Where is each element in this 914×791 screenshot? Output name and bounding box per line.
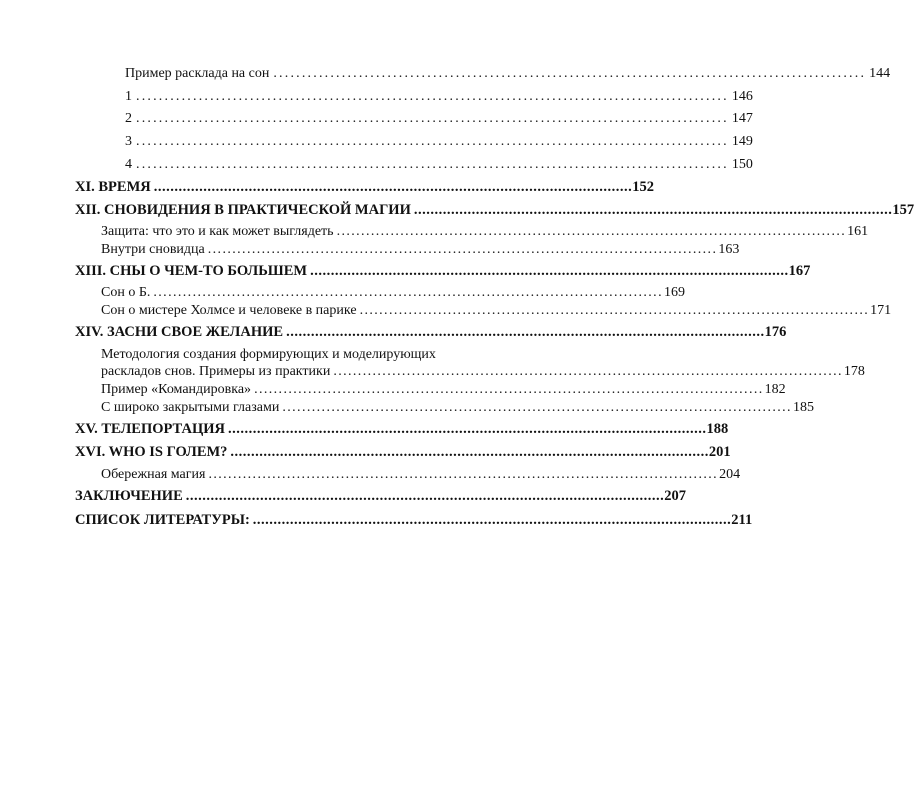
dot-leader: ........................................................................................................ xyxy=(136,134,729,149)
toc-chapter xyxy=(75,202,914,219)
toc-chapter-title: XII. СНОВИДЕНИЯ В ПРАКТИЧЕСКОЙ МАГИИ xyxy=(75,202,411,218)
toc-entry xyxy=(101,284,685,301)
toc-entry-page: 169 xyxy=(663,285,685,300)
dot-leader: ........................................................................................................ xyxy=(208,467,719,482)
dot-leader: .................................................................................................................... xyxy=(413,202,893,218)
dot-leader: .................................................................................................................... xyxy=(185,488,665,504)
dot-leader: ........................................................................................................ xyxy=(207,242,718,257)
toc-entry-title: 2 xyxy=(125,111,132,126)
dot-leader: ........................................................................................................ xyxy=(282,400,792,415)
dot-leader: ........................................................................................................ xyxy=(359,303,870,318)
toc-chapter xyxy=(75,179,654,196)
toc-entry xyxy=(101,381,786,398)
toc-entry xyxy=(125,88,753,105)
toc-chapter-page: 211 xyxy=(731,512,753,528)
toc-chapter-title: ЗАКЛЮЧЕНИЕ xyxy=(75,488,183,504)
dot-leader: ........................................................................................................ xyxy=(254,382,764,397)
toc-chapter-title: XI. ВРЕМЯ xyxy=(75,179,151,195)
toc-entry xyxy=(101,399,814,416)
toc-chapter-title: XV. ТЕЛЕПОРТАЦИЯ xyxy=(75,421,225,437)
dot-leader: .................................................................................................................... xyxy=(310,263,789,279)
toc-chapter xyxy=(75,488,687,505)
dot-leader: ........................................................................................................ xyxy=(273,66,867,81)
toc-chapter xyxy=(75,421,729,438)
toc-entry xyxy=(125,133,753,150)
toc-chapter xyxy=(75,324,787,341)
dot-leader: .................................................................................................................... xyxy=(153,179,633,195)
toc-entry-title: Обережная магия xyxy=(101,467,206,482)
dot-leader: ........................................................................................................ xyxy=(136,157,729,172)
toc-chapter-page: 207 xyxy=(664,488,687,504)
dot-leader: ........................................................................................................ xyxy=(136,89,729,104)
toc-entry-page: 185 xyxy=(792,400,814,415)
toc-entry-page: 204 xyxy=(719,467,741,482)
dot-leader: .................................................................................................................... xyxy=(252,512,732,528)
toc-chapter-page: 201 xyxy=(708,444,731,460)
toc-entry xyxy=(101,466,741,483)
toc-entry-page: 182 xyxy=(764,382,786,397)
toc-entry-title: Внутри сновидца xyxy=(101,242,205,257)
toc-chapter-page: 167 xyxy=(788,263,811,279)
toc-entry-title: С широко закрытыми глазами xyxy=(101,400,280,415)
toc-entry-page: 178 xyxy=(843,364,865,379)
toc-entry-title: раскладов снов. Примеры из практики xyxy=(101,364,331,379)
dot-leader: ........................................................................................................ xyxy=(336,224,847,239)
toc-entry-page: 163 xyxy=(718,242,740,257)
toc-entry-page: 150 xyxy=(731,157,753,172)
toc-entry xyxy=(125,156,753,173)
toc-entry xyxy=(101,241,740,258)
toc-entry xyxy=(125,65,891,82)
toc-entry xyxy=(101,302,892,319)
toc-entry xyxy=(101,223,869,240)
toc-entry xyxy=(125,110,753,127)
toc-entry-title: Защита: что это и как может выглядеть xyxy=(101,224,334,239)
dot-leader: ........................................................................................................ xyxy=(333,364,843,379)
toc-entry-title: Сон о мистере Холмсе и человеке в парике xyxy=(101,303,357,318)
toc-entry-page: 171 xyxy=(870,303,892,318)
toc-entry-title: Пример «Командировка» xyxy=(101,382,252,397)
toc-entry-title: 3 xyxy=(125,134,132,149)
toc-entry-page: 144 xyxy=(869,66,891,81)
dot-leader: ........................................................................................................ xyxy=(136,111,729,126)
dot-leader: .................................................................................................................... xyxy=(228,421,707,437)
toc-chapter-page: 152 xyxy=(632,179,654,195)
dot-leader: ........................................................................................................ xyxy=(153,285,663,300)
toc-chapter-page: 176 xyxy=(764,324,787,340)
toc-chapter-title: XIII. СНЫ О ЧЕМ-ТО БОЛЬШЕМ xyxy=(75,263,308,279)
dot-leader: .................................................................................................................... xyxy=(230,444,709,460)
toc-entry-title: 4 xyxy=(125,157,132,172)
toc-entry-page: 149 xyxy=(731,134,753,149)
toc-chapter xyxy=(75,512,753,529)
toc-entry-page: 146 xyxy=(731,89,753,104)
toc-chapter xyxy=(75,444,731,461)
toc-chapter-title: XVI. WHO IS ГОЛЕМ? xyxy=(75,444,228,460)
toc-chapter-title: XIV. ЗАСНИ СВОЕ ЖЕЛАНИЕ xyxy=(75,324,284,340)
toc-entry-title: Пример расклада на сон xyxy=(125,66,270,81)
toc-chapter-page: 188 xyxy=(706,421,729,437)
toc-entry-page: 147 xyxy=(731,111,753,126)
toc-entry xyxy=(101,363,865,380)
toc-entry-page: 161 xyxy=(847,224,869,239)
toc-chapter-title: СПИСОК ЛИТЕРАТУРЫ: xyxy=(75,512,250,528)
toc-entry-line1: Методология создания формирующих и моделирующих xyxy=(101,347,436,362)
dot-leader: .................................................................................................................... xyxy=(286,324,765,340)
toc-entry-title: Сон о Б. xyxy=(101,285,151,300)
toc-chapter-page: 157 xyxy=(892,202,914,218)
toc-chapter xyxy=(75,263,811,280)
toc-entry-title: 1 xyxy=(125,89,132,104)
